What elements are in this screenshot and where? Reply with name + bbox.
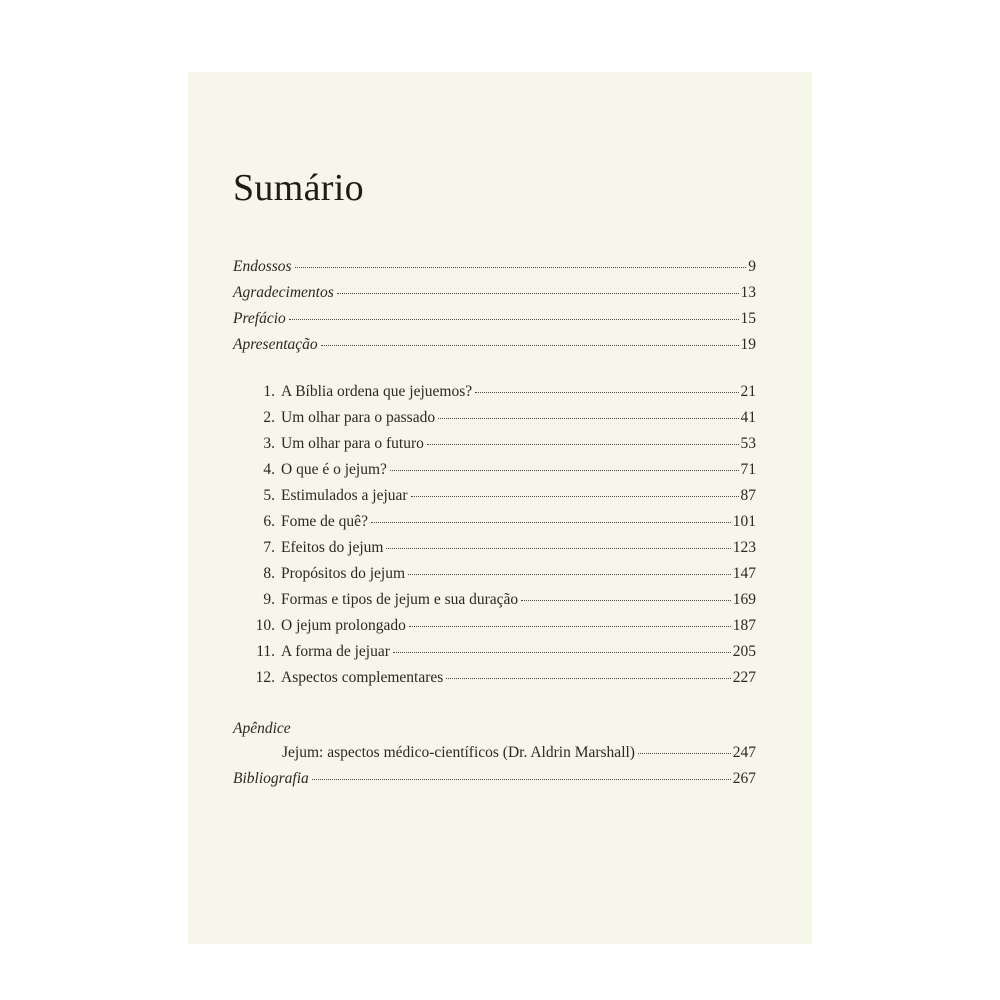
toc-entry-page: 15: [740, 310, 756, 327]
chapter-page: 87: [740, 487, 756, 504]
toc-chapter-4: [233, 461, 756, 483]
dot-leader: [371, 521, 731, 523]
toc-chapter-9: [233, 591, 756, 613]
dot-leader: [312, 778, 731, 780]
chapter-number: 10.: [255, 617, 275, 634]
chapter-page: 205: [732, 643, 756, 660]
dot-leader: [638, 752, 731, 754]
chapter-number: 11.: [256, 643, 275, 660]
toc-entry-page: 267: [732, 770, 756, 787]
chapter-number: 3.: [263, 435, 275, 452]
chapter-title: Efeitos do jejum: [281, 539, 384, 556]
chapter-title: Aspectos complementares: [281, 669, 444, 686]
toc-chapter-8: [233, 565, 756, 587]
appendix-title: Jejum: aspectos médico-científicos (Dr. Aldrin Marshall): [282, 744, 635, 761]
toc-entry-label: Endossos: [233, 258, 292, 275]
chapter-page: 41: [740, 409, 756, 426]
toc-entry-appendix: [282, 744, 756, 766]
chapter-title: Fome de quê?: [281, 513, 368, 530]
appendix-heading: Apêndice: [233, 720, 291, 737]
toc-entry-label: Bibliografia: [233, 770, 309, 787]
chapter-title: A Bíblia ordena que jejuemos?: [281, 383, 473, 400]
chapter-title: O que é o jejum?: [281, 461, 387, 478]
chapter-number: 8.: [263, 565, 275, 582]
chapter-page: 187: [732, 617, 756, 634]
dot-leader: [393, 651, 731, 653]
toc-entry-page: 19: [740, 336, 756, 353]
chapter-title: O jejum prolongado: [281, 617, 406, 634]
chapter-number: 5.: [263, 487, 275, 504]
toc-entry-endossos: [233, 258, 756, 280]
chapter-number: 1.: [263, 383, 275, 400]
chapter-page: 53: [740, 435, 756, 452]
chapter-page: 169: [732, 591, 756, 608]
chapter-page: 147: [732, 565, 756, 582]
chapter-number: 7.: [263, 539, 275, 556]
dot-leader: [411, 495, 739, 497]
chapter-title: Propósitos do jejum: [281, 565, 406, 582]
chapter-title: Um olhar para o passado: [281, 409, 436, 426]
chapter-title: A forma de jejuar: [281, 643, 390, 660]
dot-leader: [427, 443, 739, 445]
toc-entry-label: Prefácio: [233, 310, 286, 327]
chapter-number: 12.: [255, 669, 275, 686]
chapter-page: 71: [740, 461, 756, 478]
dot-leader: [321, 344, 739, 346]
toc-entry-apresentacao: [233, 336, 756, 358]
dot-leader: [386, 547, 730, 549]
chapter-page: 21: [740, 383, 756, 400]
toc-entry-label: Apresentação: [233, 336, 318, 353]
dot-leader: [289, 318, 739, 320]
dot-leader: [438, 417, 738, 419]
chapter-page: 123: [732, 539, 756, 556]
chapter-number: 4.: [263, 461, 275, 478]
toc-chapter-12: [233, 669, 756, 691]
toc-entry-prefacio: [233, 310, 756, 332]
page-title: Sumário: [233, 167, 364, 209]
chapter-number: 9.: [263, 591, 275, 608]
toc-chapter-7: [233, 539, 756, 561]
dot-leader: [295, 266, 747, 268]
toc-entry-page: 13: [740, 284, 756, 301]
toc-entry-agradecimentos: [233, 284, 756, 306]
dot-leader: [390, 469, 739, 471]
chapter-number: 6.: [263, 513, 275, 530]
chapter-page: 101: [732, 513, 756, 530]
toc-entry-bibliografia: [233, 770, 756, 792]
toc-chapter-10: [233, 617, 756, 639]
chapter-title: Estimulados a jejuar: [281, 487, 408, 504]
toc-chapter-6: [233, 513, 756, 535]
toc-chapter-3: [233, 435, 756, 457]
appendix-page: 247: [732, 744, 756, 761]
dot-leader: [475, 391, 738, 393]
chapter-number: 2.: [263, 409, 275, 426]
toc-chapter-1: [233, 383, 756, 405]
dot-leader: [521, 599, 731, 601]
dot-leader: [446, 677, 730, 679]
toc-entry-page: 9: [748, 258, 756, 275]
chapter-page: 227: [732, 669, 756, 686]
toc-chapter-5: [233, 487, 756, 509]
dot-leader: [408, 573, 731, 575]
chapter-title: Formas e tipos de jejum e sua duração: [281, 591, 519, 608]
toc-chapter-11: [233, 643, 756, 665]
dot-leader: [409, 625, 731, 627]
toc-entry-label: Agradecimentos: [233, 284, 334, 301]
dot-leader: [337, 292, 739, 294]
toc-chapter-2: [233, 409, 756, 431]
chapter-title: Um olhar para o futuro: [281, 435, 424, 452]
